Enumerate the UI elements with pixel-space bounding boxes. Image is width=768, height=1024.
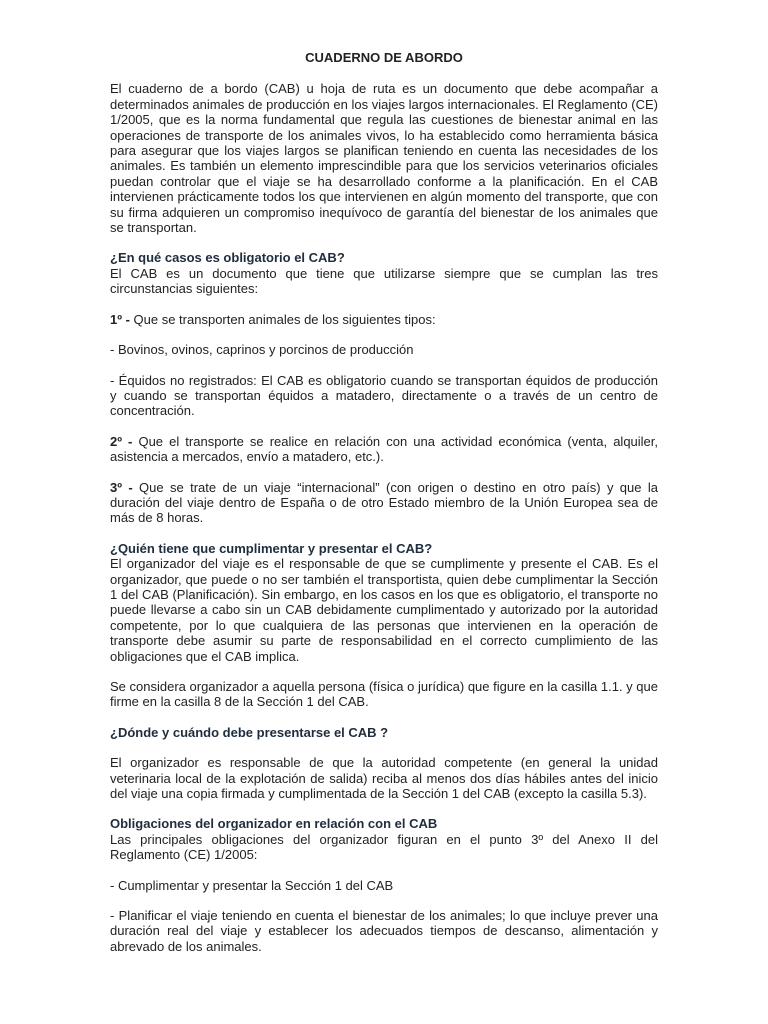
section-obligaciones-text: Las principales obligaciones del organizador figuran en el punto 3º del Anexo II del Reglamento (CE) 1/2005:	[110, 831, 658, 863]
section-quien-organizador: Se considera organizador a aquella persona (física o jurídica) que figure en la casilla 1.1. y que firme en la casilla 8 de la Sección 1 del CAB.	[110, 679, 658, 710]
condition-text-1: Que se transporten animales de los siguientes tipos:	[129, 311, 436, 327]
condition-text-3: Que se trate de un viaje “internacional” (con origen o destino en otro país) y que la duración del viaje dentro de España o de otro Estado miembro de la Unión Europea sea de más de 8 horas.	[110, 479, 658, 526]
section-heading-quien: ¿Quién tiene que cumplimentar y presentar el CAB?	[110, 540, 433, 556]
condition-text-2: Que el transporte se realice en relación con una actividad económica (venta, alquiler, asistencia a mercados, envío a matadero, etc.).	[110, 433, 659, 465]
obligation-item-1: - Cumplimentar y presentar la Sección 1 del CAB	[110, 877, 394, 893]
animal-type-equidos: - Équidos no registrados: El CAB es obligatorio cuando se transportan équidos de producción y cuando se transportan équidos a matadero, directamente o a través de un centro de concentración.	[110, 372, 658, 419]
condition-number-3: 3º -	[110, 479, 133, 495]
document-title: CUADERNO DE ABORDO	[305, 50, 463, 65]
condition-number-1: 1º -	[110, 311, 130, 327]
section-heading-obligatorio: ¿En qué casos es obligatorio el CAB?	[110, 250, 345, 266]
condition-item-3	[110, 480, 658, 526]
obligation-item-2: - Planificar el viaje teniendo en cuenta el bienestar de los animales; lo que incluye prever una duración real del viaje y establecer los adecuados tiempos de descanso, alimentación y abrevado de los animales.	[110, 908, 658, 954]
section-quien-text: El organizador del viaje es el responsable de que se cumplimente y presente el CAB. Es el organizador, que puede o no ser también el transportista, quien debe cumplimentar la Sección 1 del CAB (Planificación). Sin embargo, en los casos en los que es obligatorio, el transporte no puede llevarse a cabo sin un CAB debidamente cumplimentado y autorizado por la autoridad competente, por lo que cualquiera de las personas que intervienen en la operación de transporte debe asumir su parte de responsabilidad en el correcto cumplimiento de las obligaciones que el CAB implica.	[110, 556, 658, 664]
section-heading-obligaciones: Obligaciones del organizador en relación con el CAB	[110, 816, 438, 832]
section-obligatorio-text: El CAB es un documento que tiene que utilizarse siempre que se cumplan las tres circunstancias siguientes:	[110, 265, 658, 297]
document-page	[110, 50, 658, 954]
condition-number-2: 2º -	[110, 433, 133, 449]
intro-paragraph: El cuaderno de a bordo (CAB) u hoja de ruta es un documento que debe acompañar a determinados animales de producción en los viajes largos internacionales. El Reglamento (CE) 1/2005, que es la norma fundamental que regula las cuestiones de bienestar animal en las operaciones de transporte de los animales vivos, lo ha establecido como herramienta básica para asegurar que los viajes largos se planifican teniendo en cuenta las necesidades de los animales. Es también un elemento imprescindible para que los servicios veterinarios oficiales puedan controlar que el viaje se ha desarrollado conforme a la planificación. En el CAB intervienen prácticamente todos los que intervienen en algún momento del transporte, que con su firma adquieren un compromiso inequívoco de garantía del bienestar de los animales que se transportan.	[110, 81, 658, 236]
condition-item-2	[110, 434, 658, 465]
animal-type-bovinos: - Bovinos, ovinos, caprinos y porcinos de producción	[110, 342, 414, 358]
section-heading-donde: ¿Dónde y cuándo debe presentarse el CAB ?	[110, 724, 389, 740]
condition-item-1	[110, 312, 658, 327]
section-donde-text: El organizador es responsable de que la autoridad competente (en general la unidad veterinaria local de la explotación de salida) reciba al menos dos días hábiles antes del inicio del viaje una copia firmada y cumplimentada de la Sección 1 del CAB (excepto la casilla 5.3).	[110, 755, 658, 802]
